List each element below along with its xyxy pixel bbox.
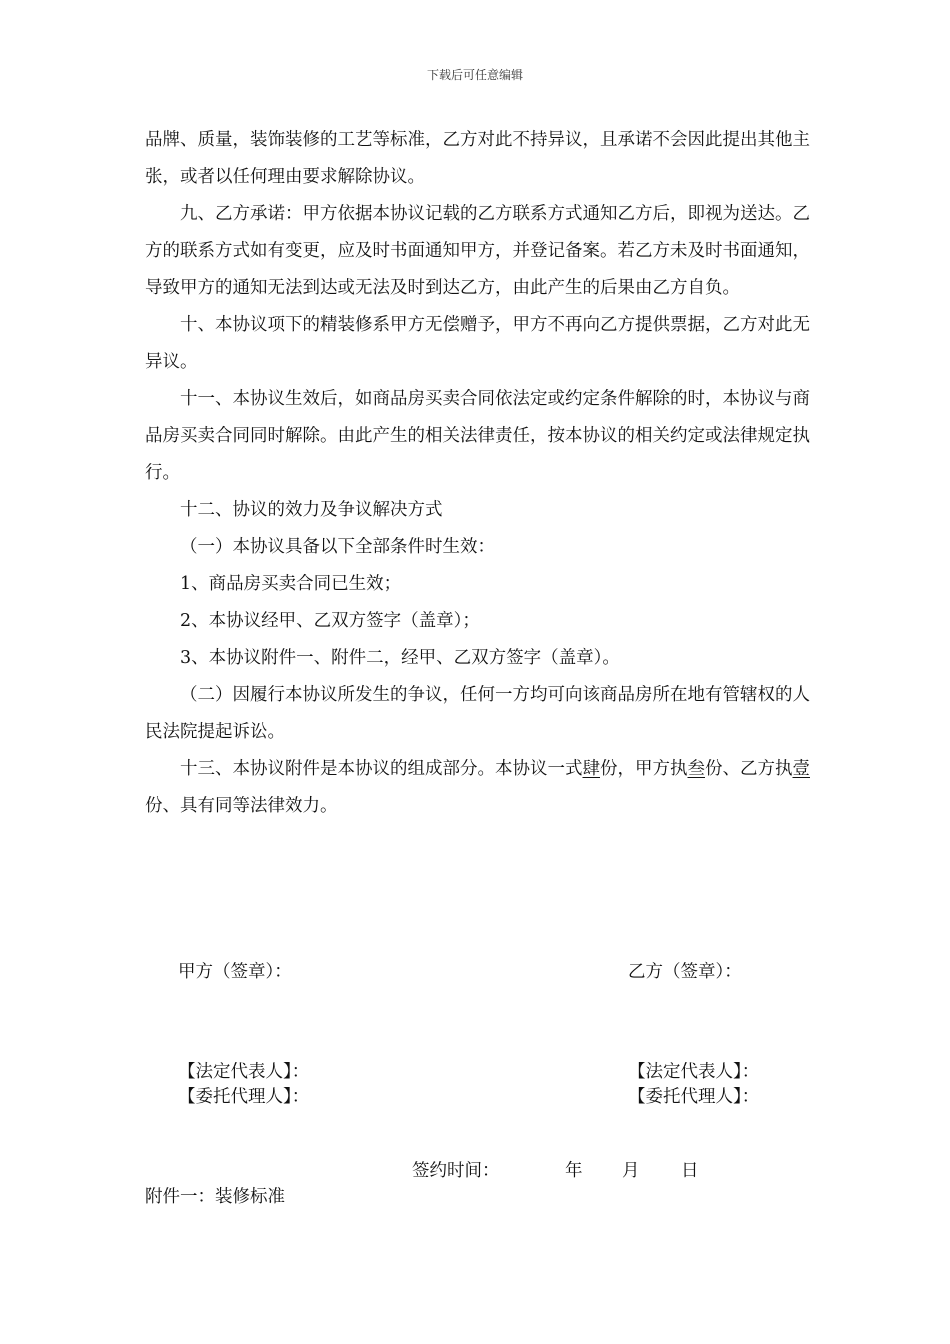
clause-10: 十、本协议项下的精装修系甲方无偿赠予，甲方不再向乙方提供票据，乙方对此无异议。 xyxy=(145,315,810,372)
party-b-agent: 【委托代理人】： xyxy=(628,1087,760,1107)
condition-3: 3、本协议附件一、附件二，经甲、乙双方签字（盖章）。 xyxy=(180,648,620,668)
condition-1: 1、商品房买卖合同已生效； xyxy=(180,574,402,594)
clause-9: 九、乙方承诺：甲方依据本协议记载的乙方联系方式通知乙方后，即视为送达。乙方的联系方式如有变更，应及时书面通知甲方，并登记备案。若乙方未及时书面通知，导致甲方的通知无法到达或无法及时到达乙方，由此产生的后果由乙方自负。 xyxy=(145,204,810,298)
copies-total: 肆 xyxy=(582,759,600,779)
date-day: 日 xyxy=(681,1161,699,1181)
clause-11: 十一、本协议生效后，如商品房买卖合同依法定或约定条件解除的时，本协议与商品房买卖合同同时解除。由此产生的相关法律责任，按本协议的相关约定或法律规定执行。 xyxy=(145,389,810,483)
party-b-legal-rep: 【法定代表人】： xyxy=(628,1062,760,1082)
paragraph-continuation: 品牌、质量，装饰装修的工艺等标准，乙方对此不持异议，且承诺不会因此提出其他主张，或者以任何理由要求解除协议。 xyxy=(145,130,810,187)
clause-12-1: （一）本协议具备以下全部条件时生效： xyxy=(180,537,495,557)
attachment-title: 附件一：装修标准 xyxy=(145,1187,285,1207)
party-a-agent: 【委托代理人】： xyxy=(178,1087,310,1107)
signing-date-label: 签约时间： xyxy=(412,1161,500,1181)
clause-13-text: 份、具有同等法律效力。 xyxy=(145,796,338,816)
copies-party-a: 叁 xyxy=(687,759,705,779)
date-year: 年 xyxy=(565,1161,583,1181)
clause-13-text: 十三、本协议附件是本协议的组成部分。本协议一式 xyxy=(180,759,583,779)
party-b-signature: 乙方（签章）： xyxy=(628,962,742,982)
contract-body xyxy=(145,122,810,825)
clause-13-text: 份、乙方执 xyxy=(705,759,793,779)
clause-12-title: 十二、协议的效力及争议解决方式 xyxy=(180,500,443,520)
copies-party-b: 壹 xyxy=(792,759,810,779)
clause-13 xyxy=(145,751,810,825)
clause-13-text: 份，甲方执 xyxy=(600,759,688,779)
condition-2: 2、本协议经甲、乙双方签字（盖章）； xyxy=(180,611,480,631)
clause-12-2: （二）因履行本协议所发生的争议，任何一方均可向该商品房所在地有管辖权的人民法院提起诉讼。 xyxy=(145,685,810,742)
party-a-signature: 甲方（签章）： xyxy=(178,962,292,982)
page-header: 下载后可任意编辑 xyxy=(426,68,523,82)
date-month: 月 xyxy=(622,1161,640,1181)
party-a-legal-rep: 【法定代表人】： xyxy=(178,1062,310,1082)
